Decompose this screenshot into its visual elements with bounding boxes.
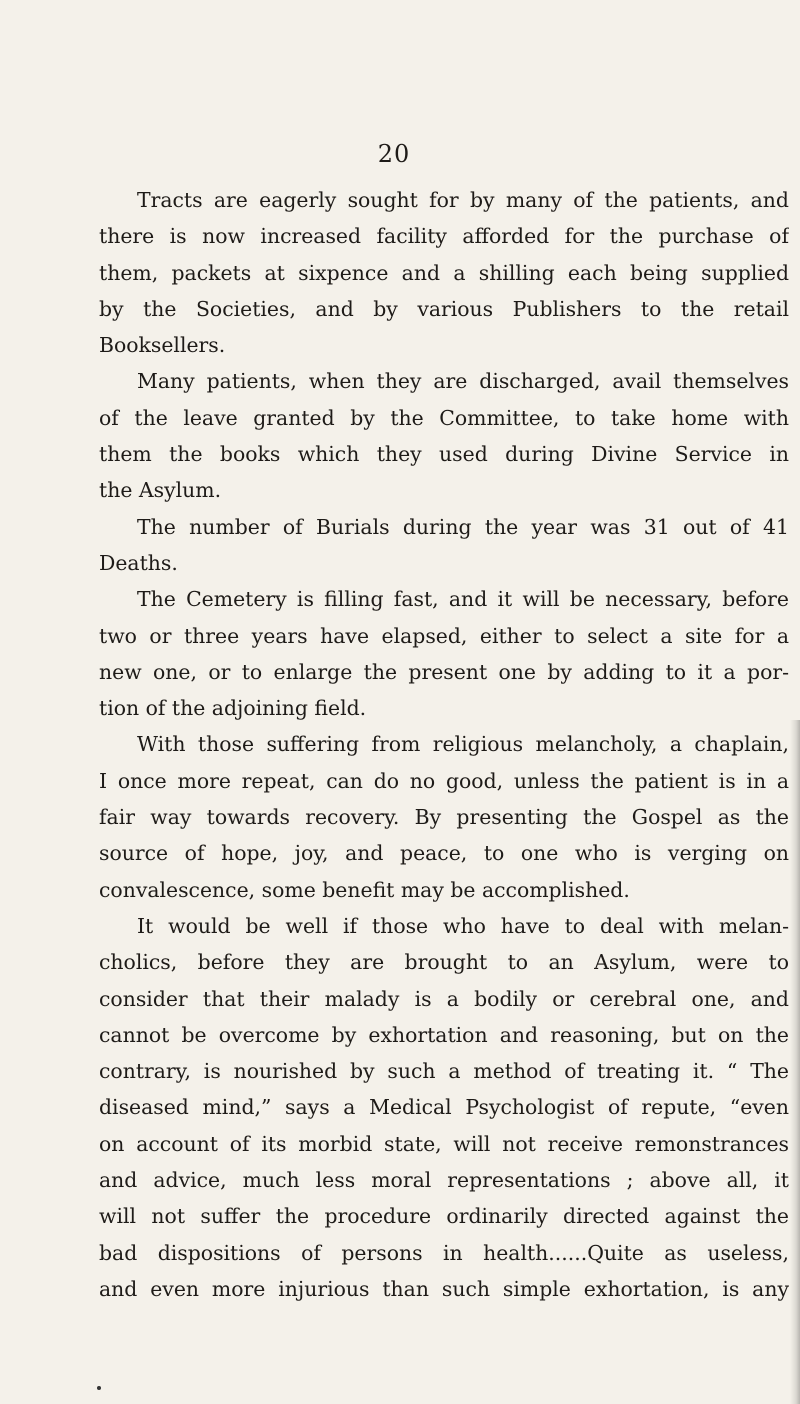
text-line: them, packets at sixpence and a shilling each being supplied: [99, 260, 789, 285]
text-line: there is now increased facility afforded for the purchase of: [99, 224, 789, 249]
text-line: and even more injurious than such simple exhortation, is any: [99, 1276, 789, 1301]
text-line: the Asylum.: [99, 478, 222, 503]
text-line: diseased mind,” says a Medical Psychologist of repute, “even: [99, 1095, 789, 1120]
text-line: Deaths.: [99, 550, 178, 575]
text-line: will not suffer the procedure ordinarily directed against the: [99, 1204, 789, 1229]
text-line: I once more repeat, can do no good, unless the patient is in a: [99, 768, 789, 793]
text-line: fair way towards recovery. By presenting the Gospel as the: [99, 805, 789, 830]
text-line: new one, or to enlarge the present one by adding to it a por-: [99, 659, 789, 684]
text-line: convalescence, some benefit may be accomplished.: [99, 877, 630, 902]
text-line: Many patients, when they are discharged, avail themselves: [137, 369, 789, 394]
text-line: on account of its morbid state, will not receive remonstrances: [99, 1131, 789, 1156]
text-line: The Cemetery is filling fast, and it will be necessary, before: [137, 587, 789, 612]
text-line: contrary, is nourished by such a method of treating it. “ The: [99, 1059, 789, 1084]
text-line: With those suffering from religious melancholy, a chaplain,: [137, 732, 789, 757]
text-line: of the leave granted by the Committee, to take home with: [99, 405, 789, 430]
text-line: bad dispositions of persons in health......Quite as useless,: [99, 1240, 789, 1265]
page-number: 20: [377, 140, 411, 168]
text-line: by the Societies, and by various Publishers to the retail: [99, 296, 789, 321]
text-line: tion of the adjoining field.: [99, 696, 367, 721]
text-line: and advice, much less moral representations ; above all, it: [99, 1168, 789, 1193]
text-line: Booksellers.: [99, 333, 226, 358]
text-line: The number of Burials during the year was 31 out of 41: [137, 514, 789, 539]
text-line: Tracts are eagerly sought for by many of the patients, and: [137, 188, 789, 212]
text-line: consider that their malady is a bodily or cerebral one, and: [99, 986, 789, 1011]
text-line: them the books which they used during Divine Service in: [99, 442, 789, 467]
body-text: [99, 182, 789, 1307]
text-line: It would be well if those who have to deal with melan-: [137, 913, 789, 938]
text-line: two or three years have elapsed, either to select a site for a: [99, 623, 789, 648]
page-edge-shadow: [790, 720, 800, 1404]
text-line: cannot be overcome by exhortation and reasoning, but on the: [99, 1022, 789, 1047]
text-line: cholics, before they are brought to an Asylum, were to: [99, 950, 789, 975]
ink-speck: [97, 1386, 101, 1390]
text-line: source of hope, joy, and peace, to one who is verging on: [99, 841, 789, 866]
